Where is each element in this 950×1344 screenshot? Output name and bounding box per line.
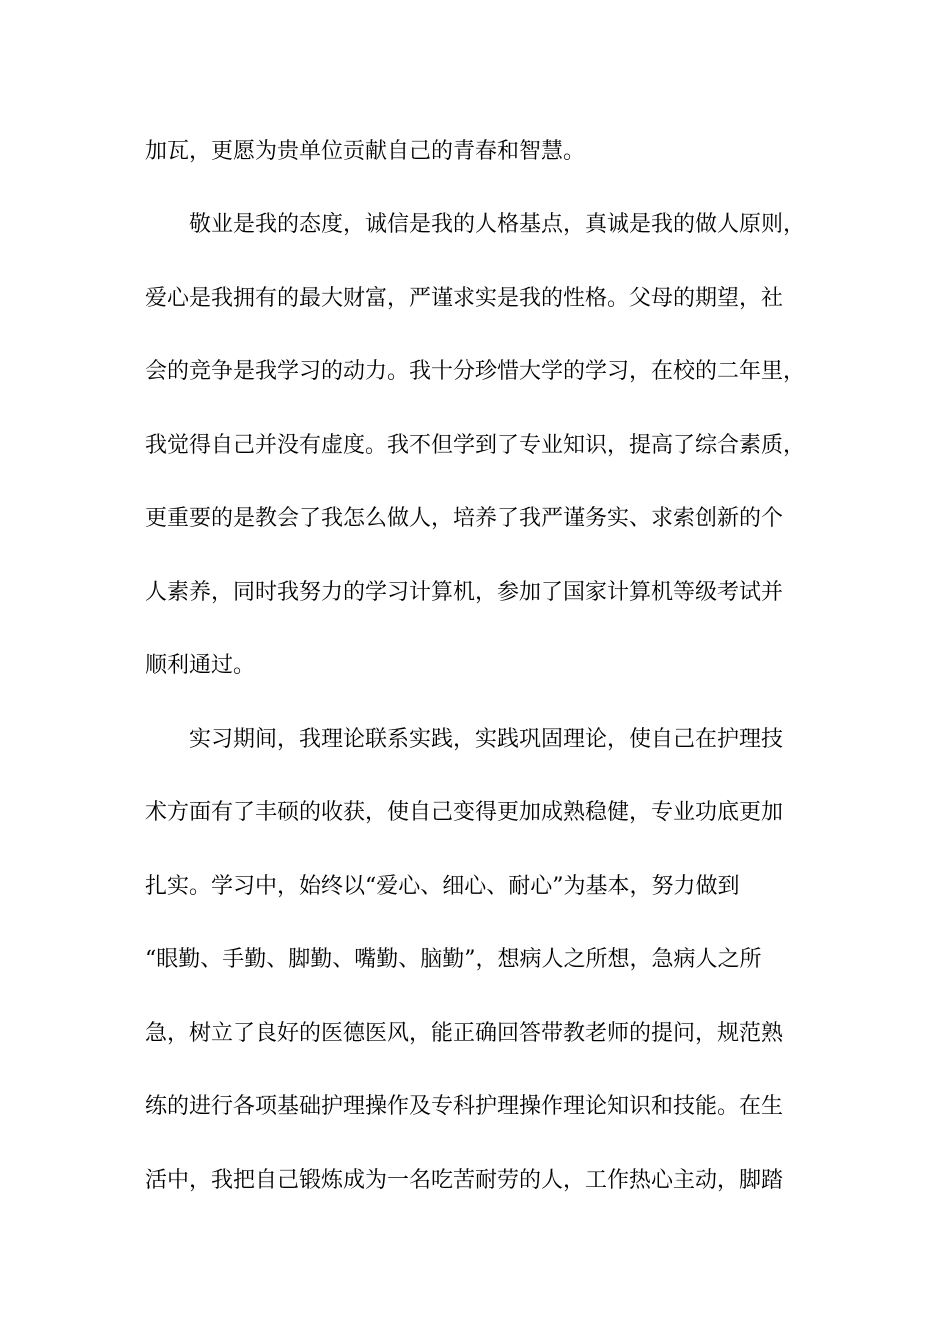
text-line: 我觉得自己并没有虚度。我不但学到了专业知识，提高了综合素质， <box>145 433 806 458</box>
text-line: 加瓦，更愿为贵单位贡献自己的青春和智慧。 <box>145 139 586 164</box>
text-line: 活中，我把自己锻炼成为一名吃苦耐劳的人，工作热心主动，脚踏 <box>145 1168 784 1193</box>
paragraph-start-line: 实习期间，我理论联系实践，实践巩固理论，使自己在护理技 <box>189 727 784 752</box>
text-line: 术方面有了丰硕的收获，使自己变得更加成熟稳健，专业功底更加 <box>145 800 784 825</box>
paragraph-start-line: 敬业是我的态度，诚信是我的人格基点，真诚是我的做人原则， <box>189 212 806 237</box>
text-line: 顺利通过。 <box>145 653 256 678</box>
text-line: 练的进行各项基础护理操作及专科护理操作理论知识和技能。在生 <box>145 1094 784 1119</box>
text-line: 急，树立了良好的医德医风，能正确回答带教老师的提问，规范熟 <box>145 1021 784 1046</box>
text-line: 人素养，同时我努力的学习计算机，参加了国家计算机等级考试并 <box>145 580 784 605</box>
text-line: “眼勤、手勤、脚勤、嘴勤、脑勤”，想病人之所想，急病人之所 <box>145 947 762 972</box>
text-line: 扎实。学习中，始终以“爱心、细心、耐心”为基本，努力做到 <box>145 874 740 899</box>
text-line: 会的竞争是我学习的动力。我十分珍惜大学的学习，在校的二年里， <box>145 359 806 384</box>
text-line: 更重要的是教会了我怎么做人，培养了我严谨务实、求索创新的个 <box>145 506 784 531</box>
text-line: 爱心是我拥有的最大财富，严谨求实是我的性格。父母的期望，社 <box>145 286 784 311</box>
